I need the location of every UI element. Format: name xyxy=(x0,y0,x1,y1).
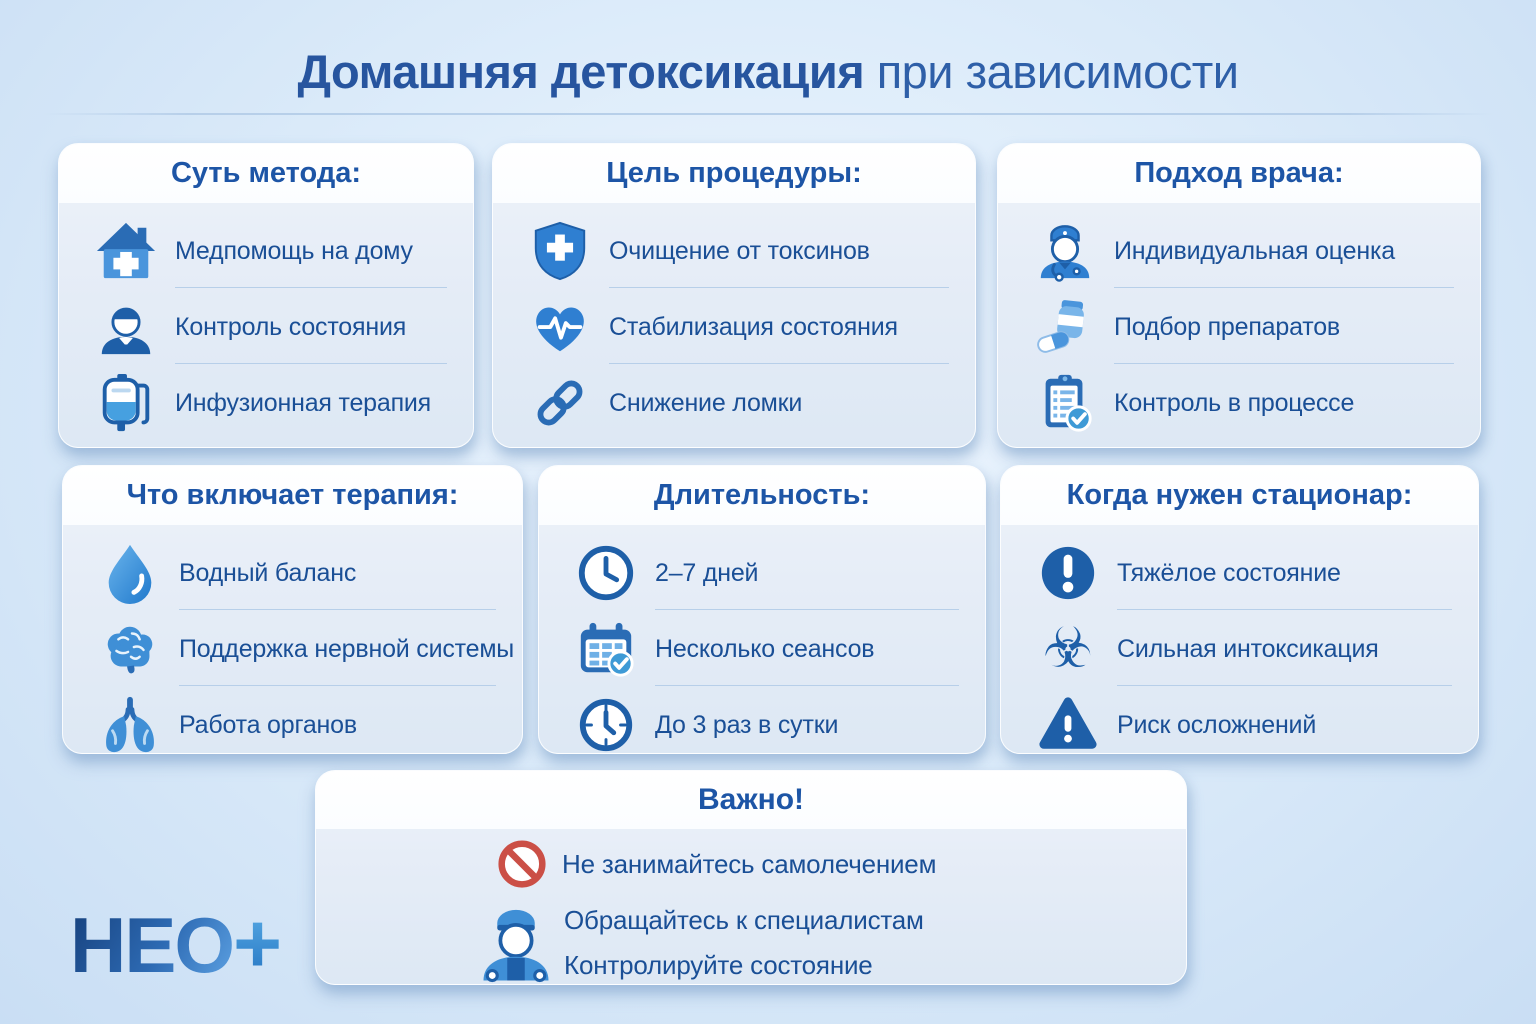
item-label: Поддержка нервной системы xyxy=(179,634,515,663)
card-method-essence xyxy=(58,143,474,448)
iv-bag-icon xyxy=(95,372,157,434)
chain-link-icon xyxy=(529,372,591,434)
item-label: Снижение ломки xyxy=(609,388,803,417)
card-item xyxy=(59,289,473,365)
item-label: Стабилизация состояния xyxy=(609,312,898,341)
card-item xyxy=(493,213,975,289)
card-item xyxy=(59,365,473,441)
card-item xyxy=(539,687,985,754)
card-item xyxy=(63,687,522,754)
card-item xyxy=(316,835,1186,893)
card-item-group xyxy=(316,893,1186,985)
card-item xyxy=(1001,535,1478,611)
shield-cross-icon xyxy=(529,220,591,282)
item-label: Контроль состояния xyxy=(175,312,407,341)
card-item xyxy=(1001,687,1478,754)
item-label: 2–7 дней xyxy=(655,558,759,587)
clock-icon xyxy=(575,542,637,604)
clock-ticks-icon xyxy=(575,694,637,754)
card-item xyxy=(998,289,1480,365)
doctor-icon xyxy=(95,296,157,358)
item-label: Контролируйте состояние xyxy=(564,950,873,980)
card-item xyxy=(493,289,975,365)
card-item xyxy=(998,365,1480,441)
card-item xyxy=(59,213,473,289)
card-item xyxy=(998,213,1480,289)
house-cross-icon xyxy=(95,220,157,282)
card-item xyxy=(493,365,975,441)
pills-icon xyxy=(1034,296,1096,358)
card-heading: Суть метода: xyxy=(59,144,473,203)
card-duration xyxy=(538,465,986,754)
item-label: Работа органов xyxy=(179,710,357,739)
item-label: Не занимайтесь самолечением xyxy=(562,848,937,879)
card-item xyxy=(539,611,985,687)
heart-pulse-icon xyxy=(529,296,591,358)
card-procedure-goal xyxy=(492,143,976,448)
card-heading: Что включает терапия: xyxy=(63,466,522,525)
item-label: Водный баланс xyxy=(179,558,357,587)
calendar-check-icon xyxy=(575,618,637,680)
card-important xyxy=(315,770,1187,985)
card-heading: Важно! xyxy=(316,771,1186,829)
item-label: Сильная интоксикация xyxy=(1117,634,1379,663)
item-label: Инфузионная терапия xyxy=(175,388,432,417)
brain-icon xyxy=(99,618,161,680)
title-divider xyxy=(42,113,1494,115)
exclamation-circle-icon xyxy=(1037,542,1099,604)
card-item xyxy=(63,611,522,687)
page-title xyxy=(0,44,1536,99)
page-title-bold: Домашняя детоксикация xyxy=(297,45,865,98)
card-heading: Подход врача: xyxy=(998,144,1480,203)
card-heading: Когда нужен стационар: xyxy=(1001,466,1478,525)
item-label: Тяжёлое состояние xyxy=(1117,558,1341,587)
card-therapy-includes xyxy=(62,465,523,754)
neo-plus-logo xyxy=(70,896,283,990)
card-item xyxy=(63,535,522,611)
water-drop-icon xyxy=(99,542,161,604)
item-label: Обращайтесь к специалистам xyxy=(564,905,924,935)
item-label: Очищение от токсинов xyxy=(609,236,870,265)
card-heading: Цель процедуры: xyxy=(493,144,975,203)
logo-text: НЕО xyxy=(70,901,234,989)
item-label: Подбор препаратов xyxy=(1114,312,1340,341)
card-heading: Длительность: xyxy=(539,466,985,525)
doctor-mask-icon xyxy=(476,893,556,985)
prohibition-icon xyxy=(496,838,548,890)
doctor-cap-icon xyxy=(1034,220,1096,282)
clipboard-check-icon xyxy=(1034,372,1096,434)
card-item xyxy=(1001,611,1478,687)
item-label: Медпомощь на дому xyxy=(175,236,413,265)
logo-plus-icon: + xyxy=(233,896,283,990)
card-doctor-approach xyxy=(997,143,1481,448)
warning-triangle-icon xyxy=(1037,694,1099,754)
card-item xyxy=(539,535,985,611)
page-title-regular: при зависимости xyxy=(864,45,1239,98)
item-label: До 3 раз в сутки xyxy=(655,710,839,739)
item-label: Риск осложнений xyxy=(1117,710,1317,739)
card-hospital-needed xyxy=(1000,465,1479,754)
biohazard-icon: ☣ xyxy=(1042,616,1094,681)
lungs-icon xyxy=(99,694,161,754)
item-label: Несколько сеансов xyxy=(655,634,875,663)
item-label: Индивидуальная оценка xyxy=(1114,236,1395,265)
item-label: Контроль в процессе xyxy=(1114,388,1355,417)
